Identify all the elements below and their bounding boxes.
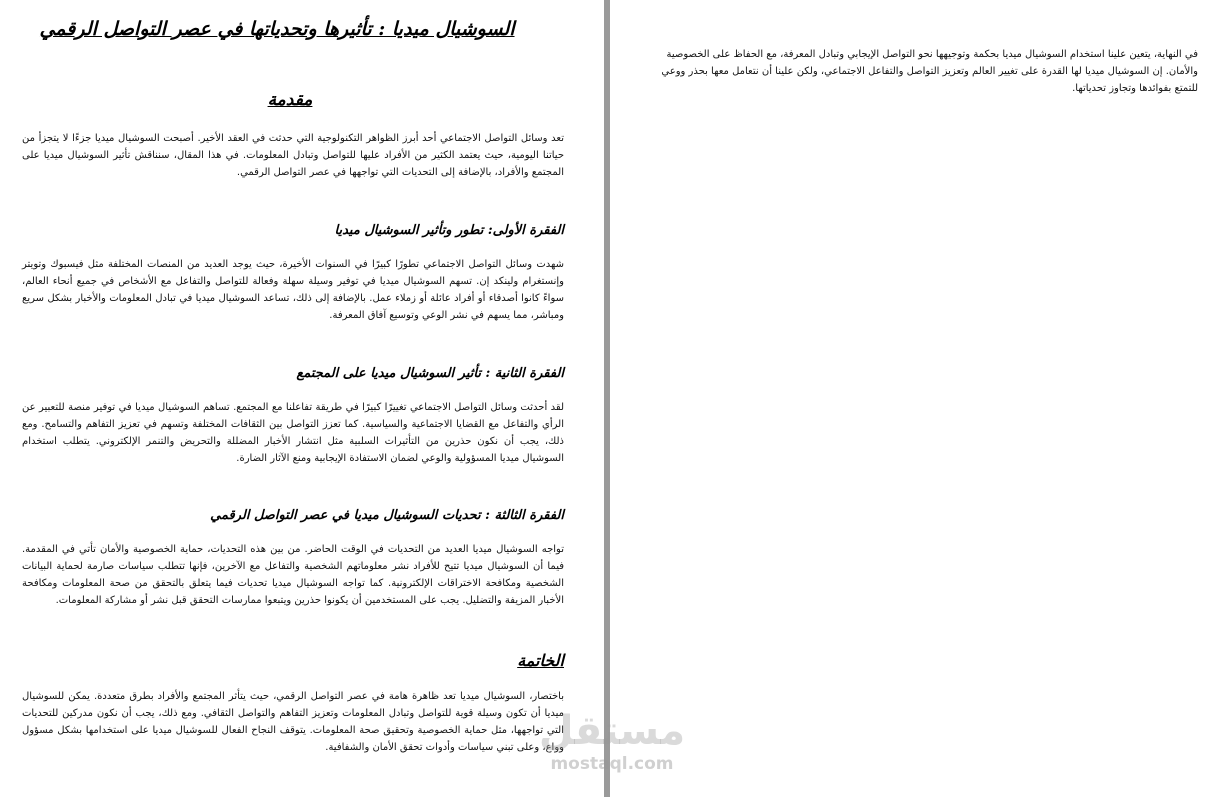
intro-heading: مقدمة <box>267 90 313 110</box>
paragraph1-text: شهدت وسائل التواصل الاجتماعي تطورًا كبيرًا في السنوات الأخيرة، حيث يوجد العديد من المنصات المختلفة مثل فيسبوك وتويتر وإنستغرام ولينكد إن. تسهم السوشيال ميديا في توفير وسيلة سهلة وفعالة للتواصل والتفاعل مع الأشخاص في جميع أنحاء العالم، سواءً كانوا أصدقاء أو أفراد عائلة أو زملاء عمل. بالإضافة إلى ذلك، تساعد السوشيال ميديا في تبادل المعلومات والأخبار بشكل سريع ومباشر، مما يسهم في نشر الوعي وتوسيع آفاق المعرفة. <box>22 259 564 321</box>
document-page-2 <box>610 0 1218 797</box>
watermark-latin: mostaql.com <box>550 754 674 774</box>
conclusion-text: باختصار، السوشيال ميديا تعد ظاهرة هامة في عصر التواصل الرقمي، حيث يتأثر المجتمع والأفراد بطرق متعددة. يمكن للسوشيال ميديا أن تكون وسيلة قوية للتواصل وتبادل المعلومات وتعزيز التفاهم والتواصل الثقافي. ومع ذلك، يجب أن نكون مدركين للتحديات التي تواجهها، مثل حماية الخصوصية وتحقيق صحة المعلومات. يتوقف النجاح الفعال للسوشيال ميديا على استخدامها بشكل مسؤول وواع، وعلى تبني سياسات وأدوات تحقق الأمان والشفافية. <box>22 691 564 753</box>
page2-paragraph: في النهاية، يتعين علينا استخدام السوشيال ميديا بحكمة وتوجيهها نحو التواصل الإيجابي وتبادل المعرفة، مع الحفاظ على الخصوصية والأمان. إن السوشيال ميديا لها القدرة على تغيير العالم وتعزيز التواصل والتفاعل الاجتماعي، ولكن علينا أن نتعامل معها بحذر ووعي للتمتع بفوائدها وتجاوز تحدياتها. <box>661 49 1198 94</box>
paragraph2-heading: الفقرة الثانية : تأثير السوشيال ميديا على المجتمع <box>296 366 564 381</box>
paragraph3-heading: الفقرة الثالثة : تحديات السوشيال ميديا في عصر التواصل الرقمي <box>210 508 564 523</box>
conclusion-heading: الخاتمة <box>517 651 564 670</box>
document-page-1 <box>0 0 604 797</box>
paragraph1-heading: الفقرة الأولى: تطور وتأثير السوشيال ميديا <box>334 223 564 238</box>
paragraph2-text: لقد أحدثت وسائل التواصل الاجتماعي تغييرًا كبيرًا في طريقة تفاعلنا مع المجتمع. تساهم السوشيال ميديا في توفير منصة للتعبير عن الرأي والتفاعل مع القضايا الاجتماعية والسياسية. كما تعزز التواصل بين الثقافات المختلفة وتسهم في تعزيز التفاهم والتسامح. ومع ذلك، يجب أن نكون حذرين من التأثيرات السلبية مثل انتشار الأخبار المضللة والتحريض والتنمر الإلكتروني. يتطلب استخدام السوشيال ميديا المسؤولية والوعي لضمان الاستفادة الإيجابية ومنع الآثار الضارة. <box>22 402 564 464</box>
document-title: السوشيال ميديا : تأثيرها وتحدياتها في عصر التواصل الرقمي <box>39 18 515 40</box>
watermark-arabic: مستقل <box>538 708 686 754</box>
intro-paragraph: تعد وسائل التواصل الاجتماعي أحد أبرز الظواهر التكنولوجية التي حدثت في العقد الأخير. أصبحت السوشيال ميديا جزءًا لا يتجزأ من حياتنا اليومية، حيث يعتمد الكثير من الأفراد عليها للتواصل وتبادل المعلومات. في هذا المقال، سنناقش تأثير السوشيال ميديا على المجتمع والأفراد، بالإضافة إلى التحديات التي تواجهها في عصر التواصل الرقمي. <box>22 133 564 178</box>
paragraph3-text: تواجه السوشيال ميديا العديد من التحديات في الوقت الحاضر. من بين هذه التحديات، حماية الخصوصية والأمان تأتي في المقدمة. فيما أن السوشيال ميديا تتيح للأفراد نشر معلوماتهم الشخصية والتفاعل مع الآخرين، فإنها تتطلب سياسات صارمة لحماية البيانات الشخصية ومكافحة الاختراقات الإلكترونية. كما تواجه السوشيال ميديا تحديات فيما يتعلق بالتحقق من صحة المعلومات ومكافحة الأخبار المزيفة والتضليل. يجب على المستخدمين أن يكونوا حذرين ويتبعوا ممارسات التحقق قبل نشر أو مشاركة المعلومات. <box>22 544 564 606</box>
